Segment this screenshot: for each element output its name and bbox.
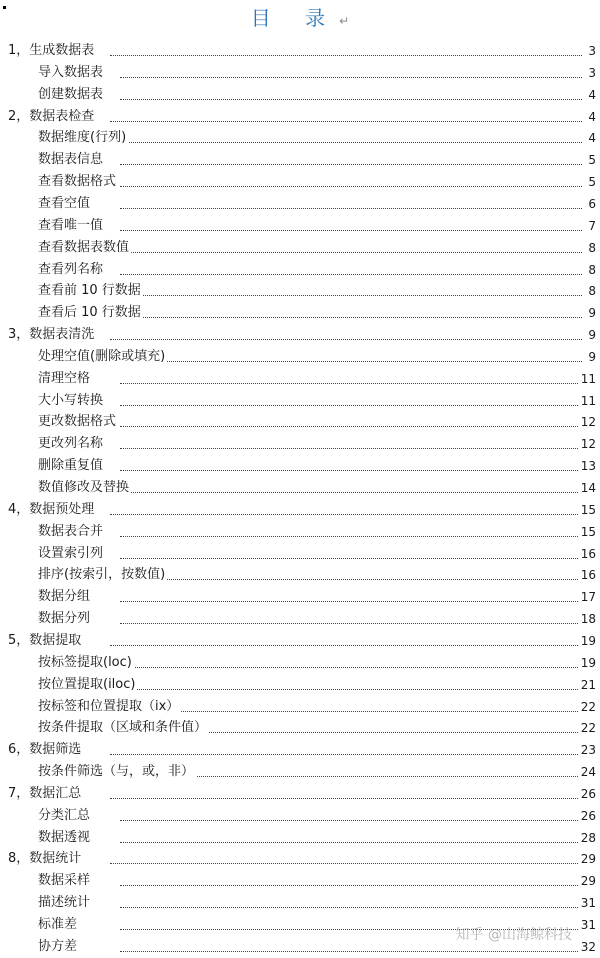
dot-leader xyxy=(120,820,582,821)
toc-entry[interactable] xyxy=(0,564,600,586)
toc-entry-label: 查看后 10 行数据 xyxy=(38,302,143,324)
toc-entry-label: 按位置提取(iloc) xyxy=(38,674,137,696)
dot-leader xyxy=(120,426,582,427)
toc-entry[interactable] xyxy=(0,106,600,128)
toc-entry-label: 按标签和位置提取（ix） xyxy=(38,696,181,718)
toc-entry[interactable] xyxy=(0,127,600,149)
toc-entry[interactable] xyxy=(0,717,600,739)
toc-entry-page-number: 12 xyxy=(579,411,596,433)
toc-entry-page-number: 26 xyxy=(579,783,596,805)
dot-leader xyxy=(120,579,582,580)
toc-entry[interactable] xyxy=(0,62,600,84)
dot-leader xyxy=(110,645,582,646)
toc-entry[interactable] xyxy=(0,302,600,324)
toc-entry-label: 查看前 10 行数据 xyxy=(38,280,143,302)
toc-entry[interactable] xyxy=(0,40,600,62)
toc-entry-label: 协方差 xyxy=(38,936,79,958)
dot-leader xyxy=(110,863,582,864)
toc-entry-page-number: 3 xyxy=(586,40,596,62)
toc-entry-page-number: 32 xyxy=(579,936,596,958)
dot-leader xyxy=(120,470,582,471)
toc-entry-page-number: 31 xyxy=(579,914,596,936)
paragraph-mark-icon: ↵ xyxy=(339,14,350,28)
toc-entry-page-number: 23 xyxy=(579,739,596,761)
toc-entry-label: 更改数据格式 xyxy=(38,411,118,433)
toc-entry-label: 导入数据表 xyxy=(38,62,105,84)
dot-leader xyxy=(120,667,582,668)
dot-leader xyxy=(120,295,582,296)
dot-leader xyxy=(120,885,582,886)
dot-leader xyxy=(120,689,582,690)
toc-entry[interactable] xyxy=(0,543,600,565)
toc-entry[interactable] xyxy=(0,215,600,237)
toc-entry-label: 4，数据预处理 xyxy=(8,499,96,521)
dot-leader xyxy=(120,951,582,952)
toc-entry-label: 数据分列 xyxy=(38,608,92,630)
toc-entry[interactable] xyxy=(0,521,600,543)
toc-entry-label: 数据表信息 xyxy=(38,149,105,171)
toc-entry[interactable] xyxy=(0,368,600,390)
toc-entry-page-number: 29 xyxy=(579,870,596,892)
dot-leader xyxy=(120,186,582,187)
dot-leader xyxy=(110,754,582,755)
toc-entry-label: 数据分组 xyxy=(38,586,92,608)
toc-entry[interactable] xyxy=(0,805,600,827)
toc-entry-label: 查看数据格式 xyxy=(38,171,118,193)
toc-entry-page-number: 19 xyxy=(579,652,596,674)
toc-entry-label: 分类汇总 xyxy=(38,805,92,827)
dot-leader xyxy=(120,99,582,100)
toc-entry[interactable] xyxy=(0,455,600,477)
toc-entry-label: 按标签提取(loc) xyxy=(38,652,134,674)
toc-entry-page-number: 22 xyxy=(579,696,596,718)
dot-leader xyxy=(110,514,582,515)
toc-entry-page-number: 6 xyxy=(586,193,596,215)
toc-entry[interactable] xyxy=(0,84,600,106)
toc-entry-label: 查看列名称 xyxy=(38,259,105,281)
toc-entry-page-number: 8 xyxy=(586,280,596,302)
toc-entry[interactable] xyxy=(0,696,600,718)
toc-entry-label: 1，生成数据表 xyxy=(8,40,96,62)
toc-entry-page-number: 4 xyxy=(586,127,596,149)
toc-entry-label: 数据表合并 xyxy=(38,521,105,543)
toc-entry[interactable] xyxy=(0,848,600,870)
toc-entry-label: 3，数据表清洗 xyxy=(8,324,96,346)
toc-entry-page-number: 14 xyxy=(579,477,596,499)
toc-entry-label: 设置索引列 xyxy=(38,543,105,565)
dot-leader xyxy=(120,208,582,209)
page-title-text: 目 录 xyxy=(250,6,340,30)
toc-entry-page-number: 15 xyxy=(579,499,596,521)
toc-entry-label: 数值修改及替换 xyxy=(38,477,131,499)
toc-entry-label: 大小写转换 xyxy=(38,390,105,412)
dot-leader xyxy=(120,77,582,78)
dot-leader xyxy=(120,142,582,143)
dot-leader xyxy=(120,252,582,253)
toc-entry-page-number: 3 xyxy=(586,62,596,84)
toc-entry[interactable] xyxy=(0,586,600,608)
toc-entry-page-number: 26 xyxy=(579,805,596,827)
toc-entry-page-number: 9 xyxy=(586,302,596,324)
dot-leader xyxy=(110,339,582,340)
toc-entry-label: 删除重复值 xyxy=(38,455,105,477)
dot-leader xyxy=(120,711,582,712)
toc-entry-label: 创建数据表 xyxy=(38,84,105,106)
toc-entry-label: 数据采样 xyxy=(38,870,92,892)
toc-entry-page-number: 18 xyxy=(579,608,596,630)
toc-entry-label: 5，数据提取 xyxy=(8,630,83,652)
toc-entry-page-number: 4 xyxy=(586,106,596,128)
toc-entry-label: 查看空值 xyxy=(38,193,92,215)
dot-leader xyxy=(120,230,582,231)
dot-leader xyxy=(120,361,582,362)
toc-entry[interactable] xyxy=(0,630,600,652)
toc-entry-page-number: 28 xyxy=(579,827,596,849)
toc-entry-label: 清理空格 xyxy=(38,368,92,390)
toc-entry[interactable] xyxy=(0,783,600,805)
toc-entry-label: 按条件提取（区域和条件值） xyxy=(38,717,209,739)
toc-entry-label: 更改列名称 xyxy=(38,433,105,455)
toc-entry-page-number: 21 xyxy=(579,674,596,696)
toc-entry[interactable] xyxy=(0,892,600,914)
dot-leader xyxy=(110,798,582,799)
toc-entry-page-number: 31 xyxy=(579,892,596,914)
toc-entry[interactable] xyxy=(0,280,600,302)
toc-entry[interactable] xyxy=(0,499,600,521)
toc-entry[interactable] xyxy=(0,193,600,215)
toc-entry-page-number: 15 xyxy=(579,521,596,543)
dot-leader xyxy=(120,274,582,275)
dot-leader xyxy=(120,623,582,624)
toc-entry-page-number: 4 xyxy=(586,84,596,106)
toc-entry[interactable] xyxy=(0,477,600,499)
toc-entry-label: 8，数据统计 xyxy=(8,848,83,870)
toc-entry-page-number: 22 xyxy=(579,717,596,739)
toc-entry-page-number: 29 xyxy=(579,848,596,870)
toc-entry-label: 数据透视 xyxy=(38,827,92,849)
dot-leader xyxy=(120,492,582,493)
toc-entry[interactable] xyxy=(0,652,600,674)
toc-entry[interactable] xyxy=(0,324,600,346)
toc-entry-page-number: 8 xyxy=(586,259,596,281)
toc-entry[interactable] xyxy=(0,390,600,412)
toc-entry[interactable] xyxy=(0,346,600,368)
toc-entry[interactable] xyxy=(0,237,600,259)
toc-entry-label: 查看唯一值 xyxy=(38,215,105,237)
dot-leader xyxy=(120,164,582,165)
toc-entry-label: 标准差 xyxy=(38,914,79,936)
toc-entry-label: 按条件筛选（与，或，非） xyxy=(38,761,196,783)
toc-entry-label: 排序(按索引，按数值) xyxy=(38,564,167,586)
toc-entry-label: 处理空值(删除或填充) xyxy=(38,346,167,368)
toc-entry[interactable] xyxy=(0,674,600,696)
toc-entry-page-number: 16 xyxy=(579,543,596,565)
toc-entry[interactable] xyxy=(0,411,600,433)
dot-leader xyxy=(120,383,582,384)
toc-entry-page-number: 5 xyxy=(586,171,596,193)
toc-entry-label: 数据维度(行列) xyxy=(38,127,128,149)
dot-leader xyxy=(120,558,582,559)
toc-entry[interactable] xyxy=(0,608,600,630)
dot-leader xyxy=(110,121,582,122)
dot-leader xyxy=(120,907,582,908)
toc-entry[interactable] xyxy=(0,149,600,171)
toc-entry-page-number: 13 xyxy=(579,455,596,477)
toc-entry[interactable] xyxy=(0,259,600,281)
toc-entry[interactable] xyxy=(0,761,600,783)
toc-entry-page-number: 11 xyxy=(579,368,596,390)
toc-entry-page-number: 11 xyxy=(579,390,596,412)
dot-leader xyxy=(120,842,582,843)
toc-entry-label: 7，数据汇总 xyxy=(8,783,83,805)
toc-entry[interactable] xyxy=(0,739,600,761)
toc-entry-page-number: 8 xyxy=(586,237,596,259)
toc-entry-page-number: 9 xyxy=(586,346,596,368)
toc-entry-page-number: 24 xyxy=(579,761,596,783)
toc-entry[interactable] xyxy=(0,433,600,455)
dot-leader xyxy=(120,317,582,318)
toc-entry-page-number: 16 xyxy=(579,564,596,586)
dot-leader xyxy=(120,405,582,406)
toc-entry[interactable] xyxy=(0,171,600,193)
toc-entry[interactable] xyxy=(0,827,600,849)
toc-entry[interactable] xyxy=(0,870,600,892)
toc-entry-page-number: 19 xyxy=(579,630,596,652)
toc-entry-page-number: 12 xyxy=(579,433,596,455)
toc-entry-page-number: 17 xyxy=(579,586,596,608)
toc-entry-label: 2，数据表检查 xyxy=(8,106,96,128)
toc-entry-page-number: 7 xyxy=(586,215,596,237)
toc-entry-label: 描述统计 xyxy=(38,892,92,914)
watermark: 知乎 @山海鲸科技 xyxy=(455,927,572,943)
dot-leader xyxy=(120,536,582,537)
dot-leader xyxy=(120,448,582,449)
toc-entry-page-number: 9 xyxy=(586,324,596,346)
dot-leader xyxy=(110,55,582,56)
toc-entry-label: 查看数据表数值 xyxy=(38,237,131,259)
toc-entry-page-number: 5 xyxy=(586,149,596,171)
dot-leader xyxy=(120,601,582,602)
toc-entry-label: 6，数据筛选 xyxy=(8,739,83,761)
page-title xyxy=(0,5,600,34)
